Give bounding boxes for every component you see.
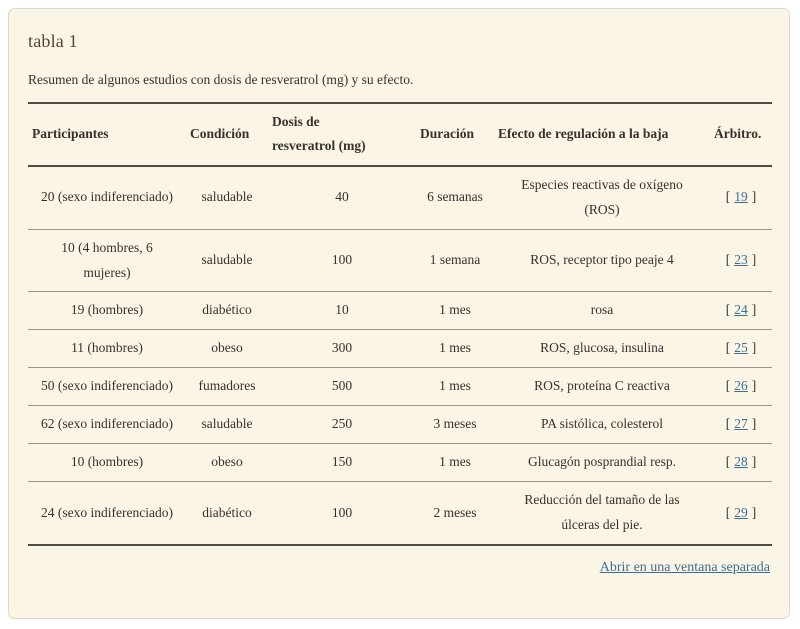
cell-condicion: fumadores — [186, 368, 268, 406]
reference-link[interactable]: 27 — [734, 416, 748, 432]
cell-condicion: obeso — [186, 330, 268, 368]
ref-bracket-close: ] — [751, 416, 757, 432]
header-dosis: Dosis de resveratrol (mg) — [268, 103, 416, 166]
header-condicion: Condición — [186, 103, 268, 166]
cell-efecto: ROS, proteína C reactiva — [494, 368, 710, 406]
table-row — [28, 368, 772, 406]
cell-efecto: Reducción del tamaño de las úlceras del pie. — [494, 482, 710, 545]
cell-efecto: PA sistólica, colesterol — [494, 406, 710, 444]
cell-dosis: 100 — [268, 482, 416, 545]
cell-dosis: 10 — [268, 292, 416, 330]
cell-dosis: 40 — [268, 166, 416, 229]
cell-condicion: saludable — [186, 229, 268, 292]
table-card — [8, 8, 790, 619]
table-caption: Resumen de algunos estudios con dosis de resveratrol (mg) y su efecto. — [28, 72, 414, 87]
cell-participantes: 24 (sexo indiferenciado) — [28, 482, 186, 545]
header-participantes: Participantes — [28, 103, 186, 166]
cell-condicion: diabético — [186, 292, 268, 330]
ref-bracket-open: [ — [725, 416, 731, 432]
table-row — [28, 229, 772, 292]
table-row — [28, 330, 772, 368]
cell-duracion: 1 semana — [416, 229, 494, 292]
table-row — [28, 406, 772, 444]
table-footer — [28, 560, 770, 576]
table-header — [28, 103, 772, 166]
cell-efecto: rosa — [494, 292, 710, 330]
cell-condicion: saludable — [186, 406, 268, 444]
ref-bracket-open: [ — [725, 340, 731, 356]
cell-participantes: 50 (sexo indiferenciado) — [28, 368, 186, 406]
cell-participantes: 11 (hombres) — [28, 330, 186, 368]
cell-participantes: 20 (sexo indiferenciado) — [28, 166, 186, 229]
header-efecto: Efecto de regulación a la baja — [494, 103, 710, 166]
cell-efecto: Glucagón posprandial resp. — [494, 444, 710, 482]
cell-arbitro — [710, 229, 772, 292]
ref-bracket-open: [ — [725, 378, 731, 394]
cell-duracion: 6 semanas — [416, 166, 494, 229]
cell-participantes: 62 (sexo indiferenciado) — [28, 406, 186, 444]
cell-dosis: 250 — [268, 406, 416, 444]
ref-bracket-close: ] — [751, 302, 757, 318]
table-title: tabla 1 — [28, 31, 78, 51]
cell-duracion: 1 mes — [416, 292, 494, 330]
cell-duracion: 1 mes — [416, 444, 494, 482]
cell-arbitro — [710, 330, 772, 368]
cell-duracion: 1 mes — [416, 330, 494, 368]
cell-arbitro — [710, 482, 772, 545]
ref-bracket-open: [ — [725, 454, 731, 470]
ref-bracket-close: ] — [751, 340, 757, 356]
ref-bracket-close: ] — [751, 454, 757, 470]
ref-bracket-close: ] — [751, 378, 757, 394]
ref-bracket-close: ] — [751, 252, 757, 268]
ref-bracket-open: [ — [725, 302, 731, 318]
reference-link[interactable]: 29 — [734, 504, 748, 520]
reference-link[interactable]: 26 — [734, 378, 748, 394]
ref-bracket-close: ] — [751, 189, 757, 205]
cell-condicion: saludable — [186, 166, 268, 229]
cell-dosis: 300 — [268, 330, 416, 368]
cell-efecto: ROS, receptor tipo peaje 4 — [494, 229, 710, 292]
table-row — [28, 444, 772, 482]
ref-bracket-open: [ — [725, 504, 731, 520]
header-duracion: Duración — [416, 103, 494, 166]
studies-table — [28, 102, 772, 546]
cell-participantes: 19 (hombres) — [28, 292, 186, 330]
cell-dosis: 100 — [268, 229, 416, 292]
cell-condicion: diabético — [186, 482, 268, 545]
reference-link[interactable]: 25 — [734, 340, 748, 356]
cell-arbitro — [710, 444, 772, 482]
table-body — [28, 166, 772, 546]
table-row — [28, 292, 772, 330]
cell-dosis: 150 — [268, 444, 416, 482]
open-separate-window-link[interactable]: Abrir en una ventana separada — [599, 560, 770, 576]
cell-arbitro — [710, 368, 772, 406]
reference-link[interactable]: 24 — [734, 302, 748, 318]
cell-efecto: Especies reactivas de oxígeno (ROS) — [494, 166, 710, 229]
reference-link[interactable]: 19 — [734, 189, 748, 205]
cell-arbitro — [710, 292, 772, 330]
cell-duracion: 1 mes — [416, 368, 494, 406]
table-row — [28, 482, 772, 545]
ref-bracket-close: ] — [751, 504, 757, 520]
cell-arbitro — [710, 166, 772, 229]
cell-arbitro — [710, 406, 772, 444]
reference-link[interactable]: 28 — [734, 454, 748, 470]
cell-participantes: 10 (4 hombres, 6 mujeres) — [28, 229, 186, 292]
cell-condicion: obeso — [186, 444, 268, 482]
cell-duracion: 2 meses — [416, 482, 494, 545]
cell-dosis: 500 — [268, 368, 416, 406]
ref-bracket-open: [ — [725, 189, 731, 205]
header-arbitro: Árbitro. — [710, 103, 772, 166]
table-row — [28, 166, 772, 229]
cell-efecto: ROS, glucosa, insulina — [494, 330, 710, 368]
reference-link[interactable]: 23 — [734, 252, 748, 268]
cell-participantes: 10 (hombres) — [28, 444, 186, 482]
cell-duracion: 3 meses — [416, 406, 494, 444]
ref-bracket-open: [ — [725, 252, 731, 268]
